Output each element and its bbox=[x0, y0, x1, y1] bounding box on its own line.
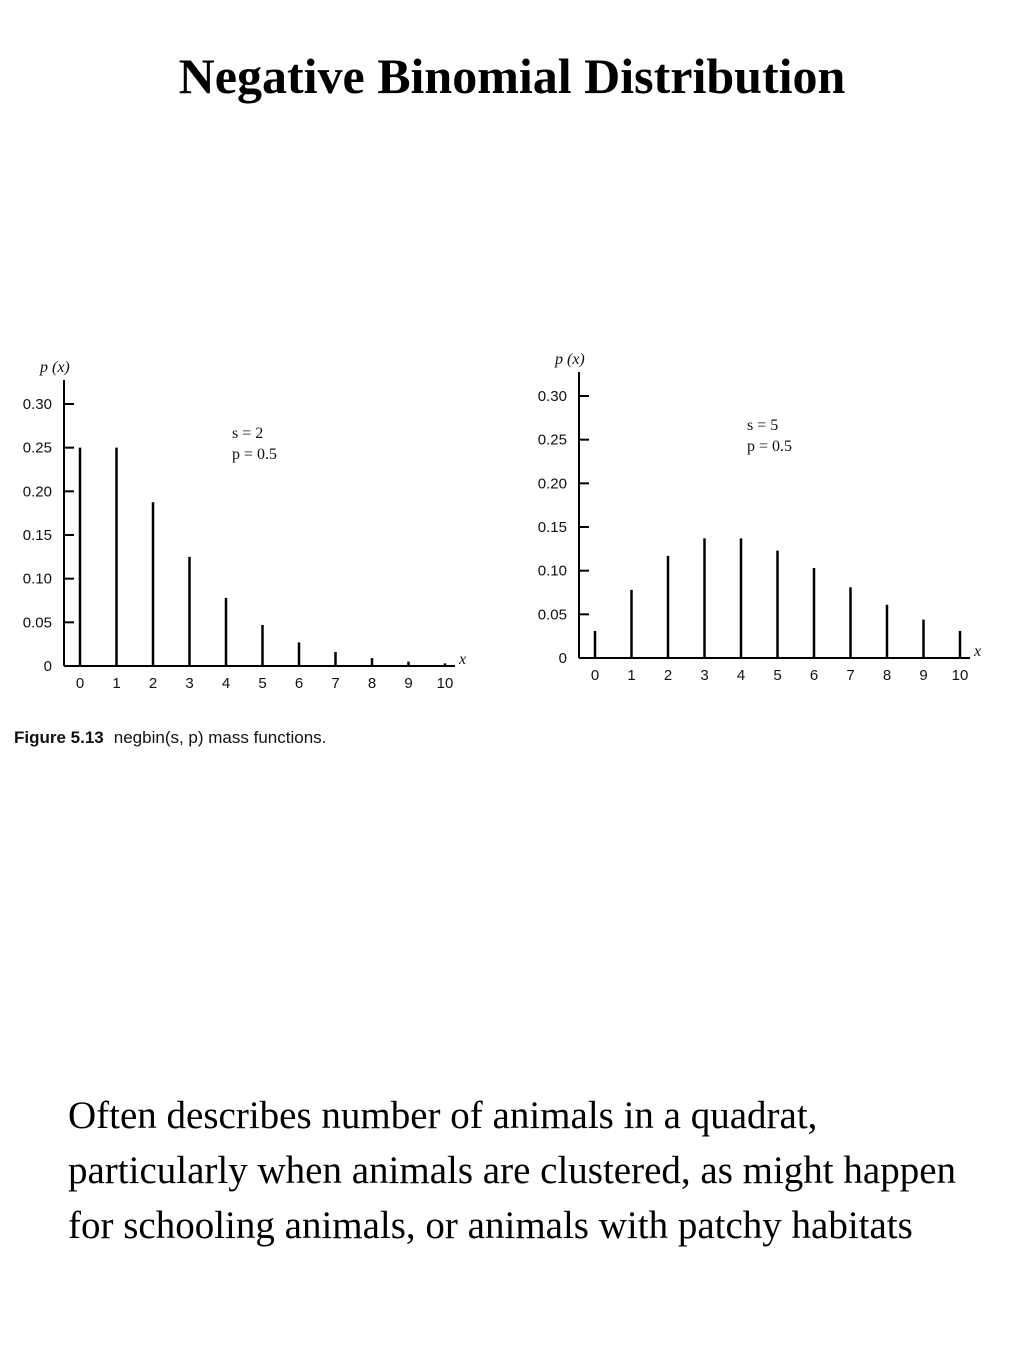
x-tick-label: 7 bbox=[331, 675, 340, 692]
x-tick-label: 2 bbox=[148, 675, 158, 692]
y-tick-label: 0.10 bbox=[537, 562, 567, 580]
parameter-annotation: p = 0.5 bbox=[747, 438, 793, 455]
y-tick-label: 0.30 bbox=[537, 388, 567, 405]
y-tick-label: 0.25 bbox=[22, 439, 52, 457]
x-tick-label: 4 bbox=[736, 667, 746, 684]
x-tick-label: 0 bbox=[590, 667, 600, 684]
x-tick-label: 8 bbox=[367, 675, 377, 692]
x-tick-label: 5 bbox=[773, 667, 782, 684]
y-tick-label: 0.25 bbox=[537, 431, 567, 449]
y-tick-label: 0 bbox=[558, 650, 567, 667]
x-tick-label: 2 bbox=[663, 667, 673, 684]
x-tick-label: 8 bbox=[882, 667, 892, 684]
x-tick-label: 7 bbox=[846, 667, 855, 684]
x-tick-label: 9 bbox=[919, 667, 928, 684]
y-tick-label: 0.20 bbox=[22, 483, 52, 501]
x-axis-label: x bbox=[459, 651, 467, 668]
y-tick-label: 0.15 bbox=[537, 519, 567, 536]
y-axis-label: p (x) bbox=[555, 351, 585, 368]
y-tick-label: 0.10 bbox=[22, 570, 52, 588]
chart-left bbox=[0, 340, 500, 720]
x-tick-label: 1 bbox=[112, 675, 121, 692]
slide-title: Negative Binomial Distribution bbox=[178, 48, 846, 104]
y-tick-label: 0 bbox=[43, 658, 52, 675]
y-tick-label: 0.05 bbox=[537, 606, 567, 624]
x-tick-label: 3 bbox=[185, 675, 194, 692]
figure-caption-label: Figure 5.13 bbox=[14, 728, 104, 747]
y-tick-label: 0.15 bbox=[22, 527, 52, 544]
figure-caption bbox=[14, 728, 326, 748]
y-tick-label: 0.30 bbox=[22, 396, 52, 413]
parameter-annotation: s = 2 bbox=[232, 425, 264, 442]
x-tick-label: 9 bbox=[404, 675, 413, 692]
parameter-annotation: s = 5 bbox=[747, 417, 779, 434]
figure bbox=[0, 340, 1024, 780]
x-tick-label: 10 bbox=[436, 675, 454, 692]
x-axis-label: x bbox=[974, 643, 982, 660]
figure-caption-text: negbin(s, p) mass functions. bbox=[113, 728, 327, 747]
body-paragraph: Often describes number of animals in a quadrat, particularly when animals are clustered, as might happen for schooling animals, or animals with patchy habitats bbox=[68, 1094, 957, 1247]
x-tick-label: 3 bbox=[700, 667, 709, 684]
x-tick-label: 1 bbox=[627, 667, 636, 684]
y-axis-label: p (x) bbox=[40, 359, 70, 376]
x-tick-label: 6 bbox=[809, 667, 819, 684]
x-tick-label: 6 bbox=[294, 675, 304, 692]
y-tick-label: 0.05 bbox=[22, 614, 52, 632]
x-tick-label: 0 bbox=[75, 675, 85, 692]
x-tick-label: 10 bbox=[951, 667, 969, 684]
parameter-annotation: p = 0.5 bbox=[232, 446, 278, 463]
x-tick-label: 5 bbox=[258, 675, 267, 692]
x-tick-label: 4 bbox=[221, 675, 231, 692]
chart-right bbox=[515, 332, 1015, 712]
y-tick-label: 0.20 bbox=[537, 475, 567, 493]
